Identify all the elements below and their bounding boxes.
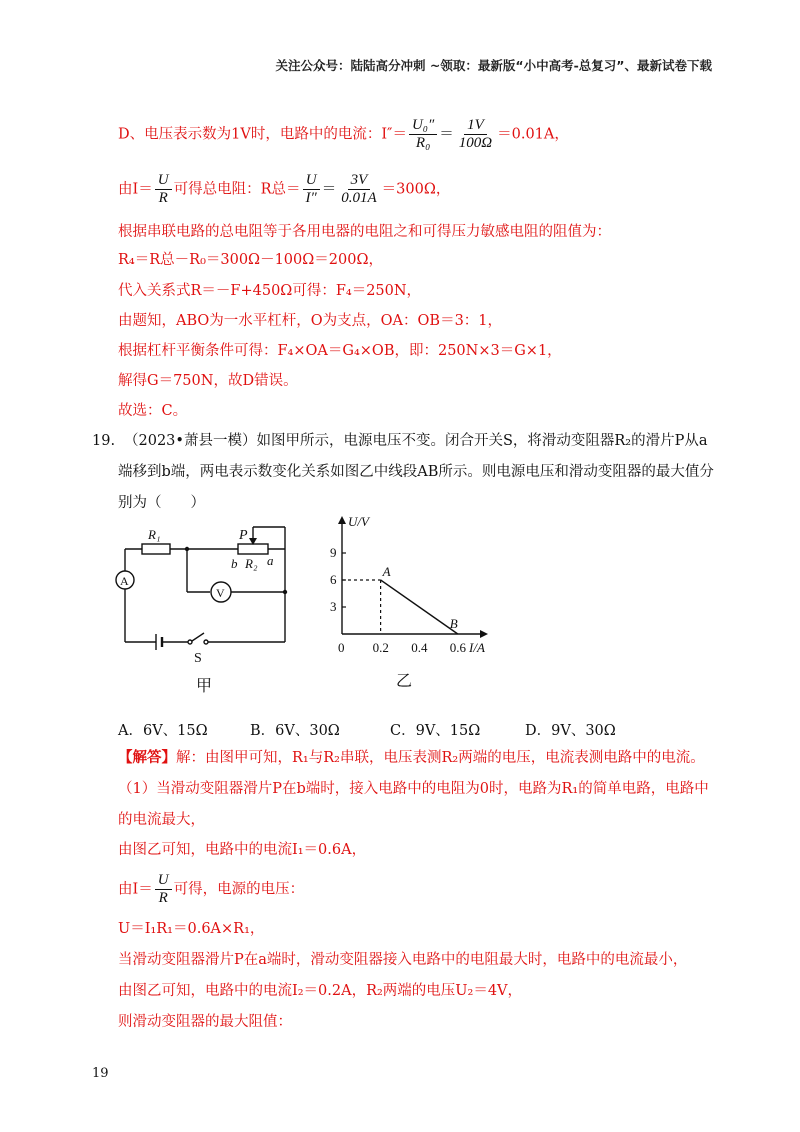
circuit-diagram xyxy=(100,515,310,705)
answer-l5-prefix: 由I＝ xyxy=(118,881,153,898)
label-a: a xyxy=(267,553,274,568)
fraction-denominator: I″ xyxy=(305,190,317,206)
answer-line-3: 的电流最大， xyxy=(118,812,205,828)
fraction-denominator: R xyxy=(158,190,168,206)
answer-line-1 xyxy=(118,748,705,768)
label-r2: R₂ xyxy=(245,556,258,571)
y-tick-label: 9 xyxy=(330,545,337,560)
y-axis-label: U/V xyxy=(348,514,369,529)
answer-tag: 【解答】 xyxy=(118,749,176,766)
fraction-u-r xyxy=(155,872,172,907)
x-tick-label: 0 xyxy=(338,640,345,655)
solution-d-suffix: ＝0.01A， xyxy=(497,126,569,143)
fraction-3v-001a xyxy=(338,172,379,207)
ammeter-label: A xyxy=(120,574,129,588)
point-label-b: B xyxy=(449,616,458,631)
solution-line-7: 根据杠杆平衡条件可得：F₄×OA＝G₄×OB，即：250N×3＝G×1， xyxy=(118,343,562,359)
fraction-numerator: U xyxy=(155,172,172,190)
y-tick-label: 3 xyxy=(330,599,337,614)
label-r1: R₁ xyxy=(148,527,161,542)
option-b: B．6V、30Ω xyxy=(250,723,340,739)
fraction-numerator: U xyxy=(155,872,172,890)
solution-d-prefix: D、电压表示数为1V时，电路中的电流：I″＝ xyxy=(118,126,407,143)
voltmeter-label: V xyxy=(216,586,225,600)
solution-line-6: 由题知，ABO为一水平杠杆，O为支点，OA：OB＝3：1， xyxy=(118,313,503,329)
resistor-r2 xyxy=(238,544,268,554)
question-number: 19. xyxy=(92,433,116,449)
graph-u-i xyxy=(320,510,510,690)
answer-line-9: 则滑动变阻器的最大阻值： xyxy=(118,1014,292,1030)
fraction-denominator: 0.01A xyxy=(341,190,377,206)
question-line-3: 别为（ ） xyxy=(118,495,205,511)
solution-line-5: 代入关系式R＝－F+450Ω可得：F₄＝250N， xyxy=(118,283,422,299)
option-a: A．6V、15Ω xyxy=(118,723,208,739)
fraction-numerator: 3V xyxy=(348,172,371,190)
answer-line-7: 当滑动变阻器滑片P在a端时，滑动变阻器接入电路中的电阻最大时，电路中的电流最小， xyxy=(118,952,688,968)
x-axis-label: I/A xyxy=(469,640,485,655)
page-number: 19 xyxy=(92,1066,109,1081)
answer-line-4: 由图乙可知，电路中的电流I₁＝0.6A， xyxy=(118,842,367,858)
answer-l5-suffix: 可得，电源的电压： xyxy=(173,881,305,898)
fraction-1v-100ohm xyxy=(456,117,495,152)
x-tick-label: 0.4 xyxy=(411,640,428,655)
option-d: D．9V、30Ω xyxy=(525,723,616,739)
label-s: S xyxy=(194,651,202,666)
segment-ab xyxy=(381,580,458,634)
y-tick-label: 6 xyxy=(330,572,337,587)
solution-line-3: 根据串联电路的总电阻等于各用电器的电阻之和可得压力敏感电阻的阻值为： xyxy=(118,224,611,240)
resistor-r1 xyxy=(142,544,170,554)
answer-line-1-text: 解：由图甲可知，R₁与R₂串联，电压表测R₂两端的电压，电流表测电路中的电流。 xyxy=(176,750,705,766)
point-label-a: A xyxy=(382,564,391,579)
fraction-denominator: R₀ xyxy=(415,135,431,151)
solution-line-d xyxy=(118,117,569,152)
x-tick-label: 0.6 xyxy=(449,640,467,655)
caption-jia: 甲 xyxy=(196,678,213,695)
solution-l2-mid: 可得总电阻：R总＝ xyxy=(173,181,301,198)
label-b: b xyxy=(231,556,238,571)
fraction-numerator: 1V xyxy=(464,117,487,135)
label-p: P xyxy=(239,528,248,543)
equals-sign: ＝ xyxy=(439,126,454,143)
equals-sign: ＝ xyxy=(321,181,337,198)
solution-l2-prefix: 由I＝ xyxy=(118,181,153,198)
y-axis-arrow xyxy=(338,516,346,524)
caption-yi: 乙 xyxy=(396,673,413,690)
answer-line-5 xyxy=(118,872,304,907)
question-line-1: （2023•萧县一模）如图甲所示，电源电压不变。闭合开关S，将滑动变阻器R₂的滑片P从a xyxy=(124,433,708,449)
fraction-denominator: 100Ω xyxy=(458,135,493,151)
fraction-u0-r0 xyxy=(409,117,437,152)
fraction-u-i xyxy=(303,172,320,207)
solution-line-9: 故选：C。 xyxy=(118,403,188,419)
fraction-numerator: U₀″ xyxy=(409,117,437,135)
page-header: 关注公众号：陆陆高分冲刺 ~领取：最新版“小中高考-总复习”、最新试卷下载 xyxy=(275,58,712,73)
answer-line-6: U＝I₁R₁＝0.6A×R₁， xyxy=(118,921,265,937)
solution-l2-suffix: ＝300Ω， xyxy=(381,181,451,198)
question-line-2: 端移到b端，两电表示数变化关系如图乙中线段AB所示。则电源电压和滑动变阻器的最大值分 xyxy=(118,464,714,480)
switch-s xyxy=(192,633,204,641)
fraction-denominator: R xyxy=(158,890,168,906)
solution-line-4: R₄＝R总－R₀＝300Ω－100Ω＝200Ω， xyxy=(118,252,383,268)
fraction-u-r xyxy=(155,172,172,207)
solution-line-total-resistance xyxy=(118,172,450,207)
solution-line-8: 解得G＝750N，故D错误。 xyxy=(118,373,298,389)
answer-line-2: （1）当滑动变阻器滑片P在b端时，接入电路中的电阻为0时，电路为R₁的简单电路，电路中 xyxy=(118,781,709,797)
x-tick-label: 0.2 xyxy=(372,640,389,655)
option-c: C．9V、15Ω xyxy=(390,723,481,739)
answer-line-8: 由图乙可知，电路中的电流I₂＝0.2A，R₂两端的电压U₂＝4V， xyxy=(118,983,523,999)
x-axis-arrow xyxy=(480,630,488,638)
fraction-numerator: U xyxy=(303,172,320,190)
